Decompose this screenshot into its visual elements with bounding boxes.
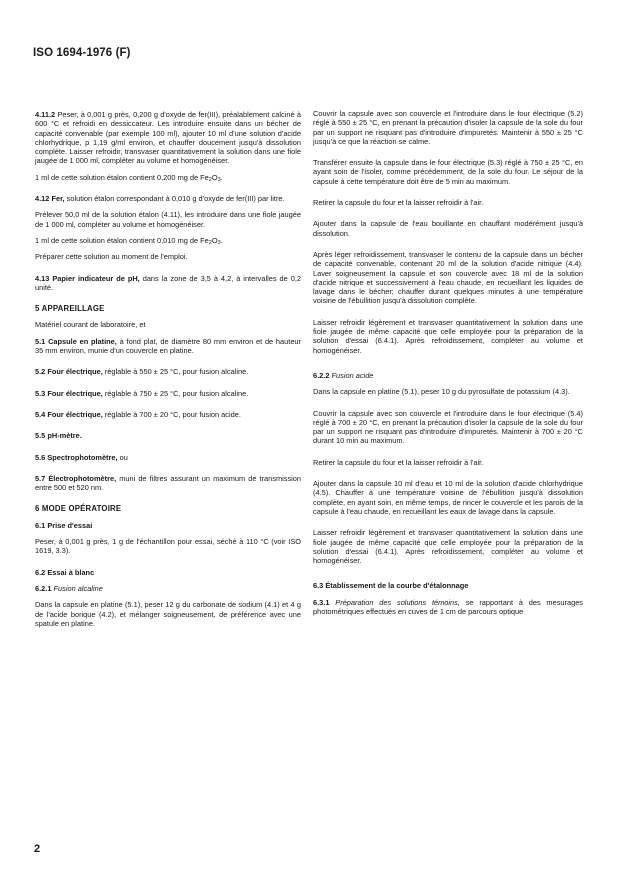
paragraph-r1: Couvrir la capsule avec son couvercle et l'introduire dans le four électrique (5.2) réglé à 550 ± 25 °C, en prenant la précaution d'isoler la capsule de la sole du four par un support ne risquant pas d'introduire d'impuretés. Maintenir à 550 ± 25 °C jusqu'à ce que la réaction se calme. <box>313 109 583 146</box>
section-6-heading: 6 MODE OPÉRATOIRE <box>35 504 122 514</box>
paragraph-r5: Après léger refroidissement, transvaser le contenu de la capsule dans un bécher de capacité convenable, contenant 20 ml de la solution d'acide nitrique (4.4). Laver soigneusement la capsule et son couvercle avec 18 ml de la solution d'acide nitrique et successivement à l'eau chaude, en recueillant les liquides de lavage dans le bécher; chauffer durant quelques minutes à une température voisine de l'ébullition jusqu'à dissolution complète. <box>313 249 583 306</box>
paragraph-r2: Transférer ensuite la capsule dans le four électrique (5.3) réglé à 750 ± 25 °C, en ayant soin de l'isoler, comme précédemment, de la sole du four. Le séjour de la capsule à cette température doit être de 5 min au maximum. <box>313 158 583 186</box>
heading-6-2: 6.2 Essai à blanc <box>35 567 95 577</box>
paragraph-6-3-1: 6.3.1 Préparation des solutions témoins, se rapportant à des mesurages photométriques effectués en cuves de 1 cm de parcours optique <box>313 597 583 616</box>
paragraph-6-1: Peser, à 0,001 g près, 1 g de l'échantillon pour essai, séché à 110 °C (voir ISO 1619, 3.3). <box>35 537 301 556</box>
paragraph-r6: Laisser refroidir légèrement et transvaser quantitativement la solution dans une fiole jaugée de même capacité que celle employée pour la préparation de la solution d'essai (6.4.1). Après refroidissement, compléter au volume et homogénéiser. <box>313 317 583 355</box>
paragraph-4-11-2-concentration: 1 ml de cette solution étalon contient 0,200 mg de $Fe_2O_3$. <box>35 172 223 183</box>
section-5-intro: Matériel courant de laboratoire, et <box>35 320 146 330</box>
paragraph-4-12-prep: Prélever 50,0 ml de la solution étalon (4.11), les introduire dans une fiole jaugée de 1 000 ml, compléter au volume et homogénéiser. <box>35 210 301 229</box>
left-column <box>35 110 301 635</box>
page-header: ISO 1694-1976 (F) <box>33 47 131 59</box>
paragraph-4-11-2: 4.11.2 Peser, à 0,001 g près, 0,200 g d'oxyde de fer(III), préalablement calciné à 600 °C et refroidi en dessiccateur. Les introduire ensuite dans un bécher de capacité convenable (par exemple 100 ml), ajouter 10 ml d'une solution d'acide chlorhydrique, ρ 1,19 g/ml environ, et chauffer doucement jusqu'à dissolution complète. Laisser refroidir, transvaser quantitativement la solution dans une fiole jaugée de 1 000 ml, compléter au volume et homogénéiser. <box>35 110 301 166</box>
item-5-6: 5.6 Spectrophotomètre, ou <box>35 452 128 462</box>
heading-6-1: 6.1 Prise d'essai <box>35 520 93 530</box>
heading-6-2-1: 6.2.1 Fusion alcaline <box>35 583 103 593</box>
paragraph-4-12-note: Préparer cette solution au moment de l'emploi. <box>35 252 188 262</box>
item-5-3: 5.3 Four électrique, réglable à 750 ± 25 °C, pour fusion alcaline. <box>35 388 249 398</box>
item-5-5: 5.5 pH-mètre. <box>35 431 82 441</box>
heading-6-2-2: 6.2.2 Fusion acide <box>313 370 374 380</box>
paragraph-r11: Laisser refroidir légèrement et transvaser quantitativement la solution dans une fiole jaugée de même capacité que celle employée pour la préparation de la solution d'essai (6.4.1). Après refroidissement, compléter au volume et homogénéiser. <box>313 528 583 566</box>
page-number: 2 <box>34 843 41 855</box>
paragraph-r9: Retirer la capsule du four et la laisser refroidir à l'air. <box>313 457 484 467</box>
paragraph-r7: Dans la capsule en platine (5.1), peser 10 g du pyrosulfate de potassium (4.3). <box>313 387 570 397</box>
paragraph-4-12: 4.12 Fer, solution étalon correspondant à 0,010 g d'oxyde de fer(III) par litre. <box>35 194 285 204</box>
item-5-4: 5.4 Four électrique, réglable à 700 ± 20 °C, pour fusion acide. <box>35 409 241 419</box>
paragraph-4-13: 4.13 Papier indicateur de pH, dans la zone de 3,5 à 4,2, à intervalles de 0,2 unité. <box>35 273 302 292</box>
paragraph-r10: Ajouter dans la capsule 10 ml d'eau et 10 ml de la solution d'acide chlorhydrique (4.5). Chauffer à une température voisine de l'ébullition jusqu'à dissolution complète, en ayant soin, en même temps, de rincer le couvercle et les parois de la capsule à l'eau chaude, en recueillant les eaux de lavage dans la capsule. <box>313 479 583 516</box>
paragraph-r4: Ajouter dans la capsule de l'eau bouillante en chauffant modérément jusqu'à dissolution. <box>313 219 583 238</box>
paragraph-r3: Retirer la capsule du four et la laisser refroidir à l'air. <box>313 198 484 208</box>
paragraph-6-2-1: Dans la capsule en platine (5.1), peser 12 g du carbonate de sodium (4.1) et 4 g de l'acide borique (4.2), et mélanger soigneusement, de préférence avec une spatule en platine. <box>35 600 301 628</box>
item-5-2: 5.2 Four électrique, réglable à 550 ± 25 °C, pour fusion alcaline. <box>35 367 249 377</box>
heading-6-3: 6.3 Établissement de la courbe d'étalonnage <box>313 581 469 591</box>
right-column <box>313 109 583 623</box>
paragraph-r8: Couvrir la capsule avec son couvercle et l'introduire dans le four électrique (5.4) réglé à 700 ± 20 °C, en prenant la précaution d'isoler la capsule de la sole du four par un support ne risquant pas d'introduire d'impuretés. Maintenir à 700 ± 20 °C durant 10 min au maximum. <box>313 408 583 446</box>
section-5-heading: 5 APPAREILLAGE <box>35 304 105 314</box>
paragraph-4-12-concentration: 1 ml de cette solution étalon contient 0,010 mg de $Fe_2O_3$. <box>35 235 223 246</box>
item-5-1: 5.1 Capsule en platine, à fond plat, de diamètre 80 mm environ et de hauteur 35 mm environ, munie d'un couvercle en platine. <box>35 336 302 356</box>
item-5-7: 5.7 Électrophotomètre, muni de filtres assurant un maximum de transmission entre 500 et 520 nm. <box>35 473 301 493</box>
